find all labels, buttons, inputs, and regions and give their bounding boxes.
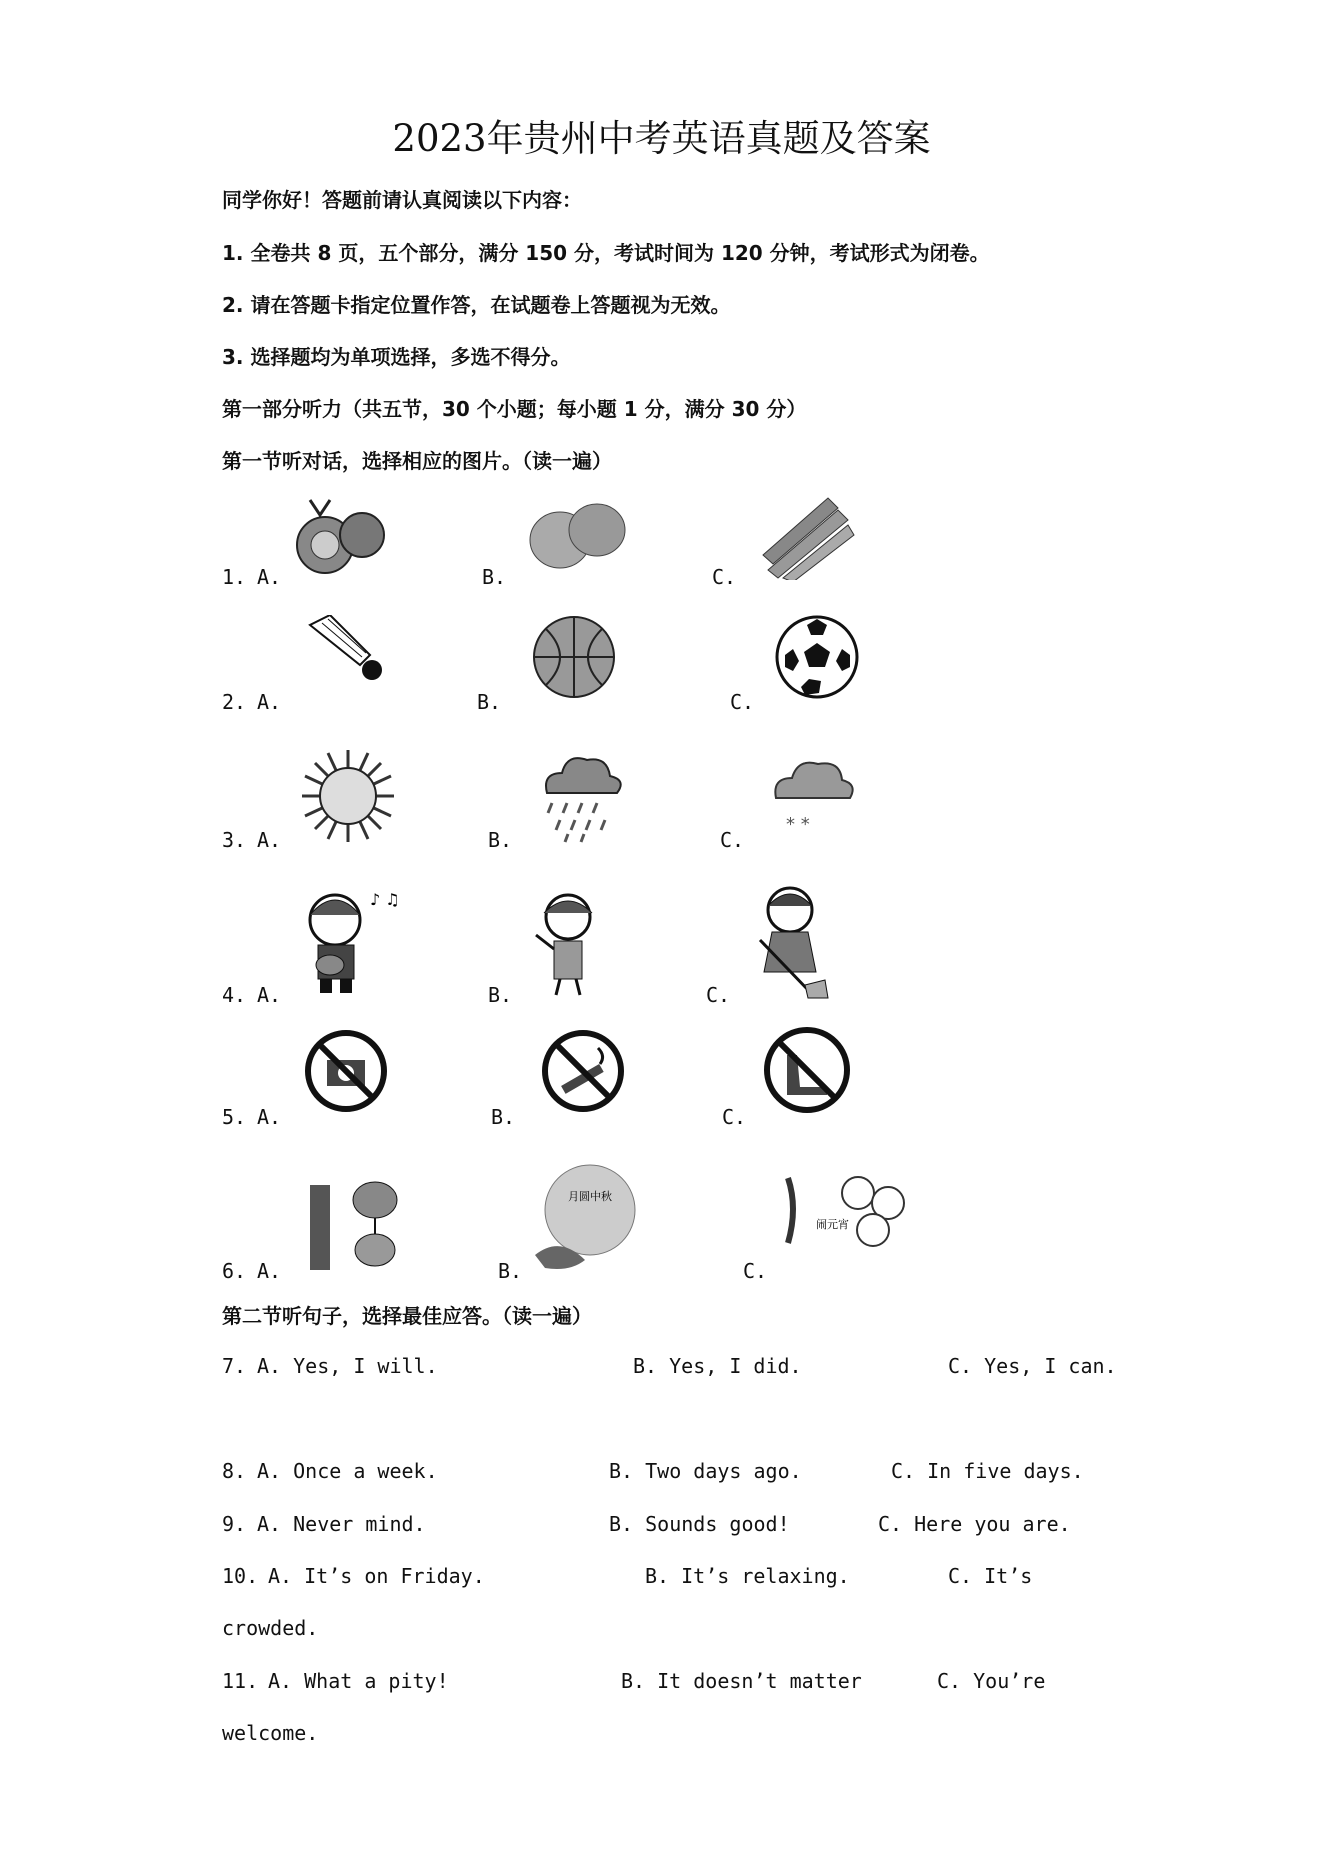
q1-num: 1. xyxy=(222,565,247,589)
rule-2: 2. 请在答题卡指定位置作答，在试题卷上答题视为无效。 xyxy=(222,293,731,317)
q7-num: 7. xyxy=(222,1354,247,1378)
football-icon xyxy=(775,615,860,700)
q6-option-b: B. xyxy=(498,1259,523,1283)
q6-option-a: A. xyxy=(257,1259,282,1283)
q9-option-b: B. Sounds good! xyxy=(609,1512,790,1536)
q2-num: 2. xyxy=(222,690,247,714)
lantern-festival-text: 闹元宵 xyxy=(816,1218,849,1231)
q3-option-b: B. xyxy=(488,828,513,852)
basketball-icon xyxy=(532,615,617,700)
q3-num: 3. xyxy=(222,828,247,852)
q1-option-b: B. xyxy=(482,565,507,589)
q10-option-c-continued: crowded. xyxy=(222,1616,319,1640)
section1-heading: 第一节听对话，选择相应的图片。（读一遍） xyxy=(222,449,612,473)
spring-festival-lantern-icon xyxy=(295,1175,415,1275)
q10-option-c: C. It’s xyxy=(948,1564,1033,1588)
svg-text:* *: * * xyxy=(786,814,810,835)
q7-option-b: B. Yes, I did. xyxy=(633,1354,802,1378)
part1-heading: 第一部分听力（共五节，30 个小题；每小题 1 分，满分 30 分） xyxy=(222,397,807,421)
q11-option-c-continued: welcome. xyxy=(222,1721,319,1745)
q9-num: 9. xyxy=(222,1512,247,1536)
q2-option-a: A. xyxy=(257,690,282,714)
q9-option-a: A. Never mind. xyxy=(257,1512,426,1536)
no-photo-icon xyxy=(303,1028,389,1114)
q6-option-c: C. xyxy=(743,1259,768,1283)
girl-sweeping-icon xyxy=(750,880,840,1000)
q8-option-b: B. Two days ago. xyxy=(609,1459,802,1483)
q6-num: 6. xyxy=(222,1259,247,1283)
q4-num: 4. xyxy=(222,983,247,1007)
q5-option-b: B. xyxy=(491,1105,516,1129)
carrot-icon xyxy=(758,490,858,580)
greeting: 同学你好！答题前请认真阅读以下内容： xyxy=(222,188,582,212)
q11-num: 11. xyxy=(222,1669,259,1693)
q10-num: 10. xyxy=(222,1564,259,1588)
no-high-heels-icon xyxy=(762,1025,852,1115)
rain-icon xyxy=(532,748,627,844)
section2-heading: 第二节听句子，选择最佳应答。（读一遍） xyxy=(222,1304,592,1328)
q2-option-c: C. xyxy=(730,690,755,714)
mid-autumn-text: 月圆中秋 xyxy=(568,1190,612,1203)
girl-guitar-icon xyxy=(290,885,410,1000)
mid-autumn-festival-icon xyxy=(530,1160,640,1275)
q3-option-a: A. xyxy=(257,828,282,852)
q5-option-a: A. xyxy=(257,1105,282,1129)
q2-option-b: B. xyxy=(477,690,502,714)
q5-num: 5. xyxy=(222,1105,247,1129)
tomato-icon xyxy=(290,490,390,580)
q4-option-b: B. xyxy=(488,983,513,1007)
q11-option-a: A. What a pity! xyxy=(268,1669,449,1693)
q3-option-c: C. xyxy=(720,828,745,852)
q11-option-b: B. It doesn’t matter xyxy=(621,1669,862,1693)
lantern-festival-icon xyxy=(778,1168,918,1263)
snow-icon xyxy=(768,748,858,838)
rule-1: 1. 全卷共 8 页，五个部分，满分 150 分，考试时间为 120 分钟，考试形式为闭卷。 xyxy=(222,241,990,265)
page-title: 2023年贵州中考英语真题及答案 xyxy=(392,117,931,160)
q8-option-a: A. Once a week. xyxy=(257,1459,438,1483)
q7-option-c: C. Yes, I can. xyxy=(948,1354,1117,1378)
svg-text:♪ ♫: ♪ ♫ xyxy=(370,890,400,909)
sun-icon xyxy=(300,748,396,844)
q5-option-c: C. xyxy=(722,1105,747,1129)
q10-option-b: B. It’s relaxing. xyxy=(645,1564,850,1588)
q1-option-c: C. xyxy=(712,565,737,589)
q4-option-a: A. xyxy=(257,983,282,1007)
q1-option-a: A. xyxy=(257,565,282,589)
q8-option-c: C. In five days. xyxy=(891,1459,1084,1483)
q7-option-a: A. Yes, I will. xyxy=(257,1354,438,1378)
q10-option-a: A. It’s on Friday. xyxy=(268,1564,485,1588)
q8-num: 8. xyxy=(222,1459,247,1483)
potato-icon xyxy=(522,490,632,580)
q4-option-c: C. xyxy=(706,983,731,1007)
girl-dancing-icon xyxy=(530,885,610,1000)
no-smoking-icon xyxy=(540,1028,626,1114)
shuttlecock-icon xyxy=(300,615,390,695)
rule-3: 3. 选择题均为单项选择，多选不得分。 xyxy=(222,345,571,369)
q11-option-c: C. You’re xyxy=(937,1669,1046,1693)
q9-option-c: C. Here you are. xyxy=(878,1512,1071,1536)
